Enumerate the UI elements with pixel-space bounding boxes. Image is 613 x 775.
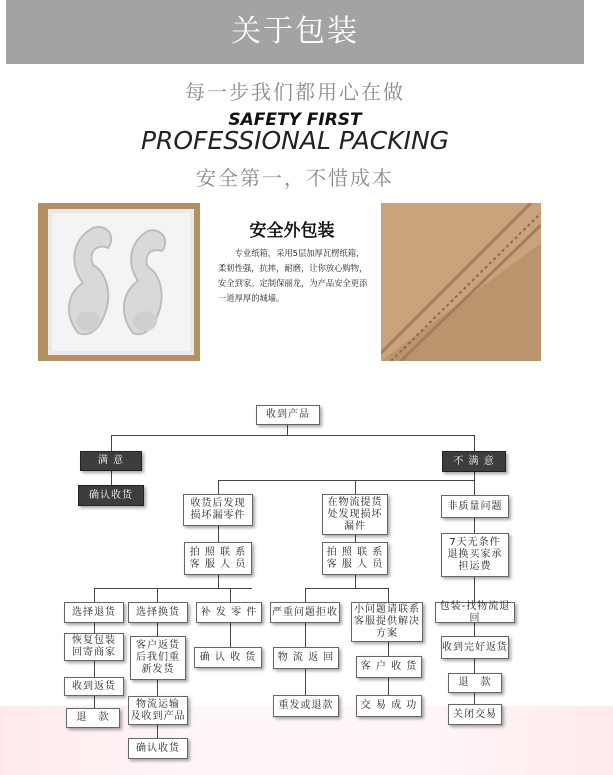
slogan-safety-cost: 安全第一，不惜成本 [196, 166, 394, 190]
node-choose-exchange: 选择换货 [128, 602, 188, 623]
node-satisfied: 满 意 [80, 451, 142, 471]
slogan-careful: 每一步我们都用心在做 [185, 80, 405, 104]
node-non-quality-issue: 非质量问题 [441, 495, 509, 518]
node-received-intact-return: 收到完好返货 [441, 636, 509, 659]
node-customer-return-reship: 客户返货 后我们重 新发货 [130, 636, 186, 680]
node-deal-success: 交 易 成 功 [356, 695, 422, 717]
packaging-description: 专业纸箱，采用5层加厚瓦楞纸箱，柔韧性强，抗摔，耐磨，让你放心购物，安全到家。定制保丽龙，为产品安全更添一道厚厚的城墙。 [218, 248, 368, 303]
title-banner [6, 0, 584, 64]
node-pack-logistics-return: 包装-找物流退回 [435, 602, 515, 623]
slogan-professional-packing: PROFESSIONAL PACKING [140, 126, 450, 155]
node-photo-contact-service-1: 拍 照 联 系 客 服 人 员 [184, 542, 252, 575]
node-confirm-receipt-3: 确认收货 [128, 738, 188, 759]
node-unsatisfied: 不 满 意 [442, 451, 506, 472]
node-received-return: 收到返货 [64, 677, 124, 696]
foam-packaging-photo [38, 203, 200, 361]
node-restore-pack-return: 恢复包装 回寄商家 [64, 633, 124, 661]
node-logistics-return: 物 流 返 回 [273, 647, 339, 669]
node-photo-contact-service-2: 拍 照 联 系 客 服 人 员 [322, 542, 388, 575]
slogan-safety-first: SAFETY FIRST [228, 110, 362, 130]
banner-title: 关于包装 [231, 14, 359, 49]
node-refund-2: 退 款 [448, 673, 502, 693]
node-serious-reject: 严重问题拒收 [270, 602, 340, 623]
node-choose-return: 选择退货 [64, 602, 124, 623]
node-confirm-receipt-2: 确 认 收 货 [194, 647, 262, 668]
node-confirm-receipt: 确认收货 [78, 485, 144, 506]
node-logistics-transport: 物流运输 及收到产品 [128, 696, 188, 725]
node-receive-product: 收到产品 [256, 405, 320, 425]
node-damage-at-pickup: 在物流提货 处发现损坏 漏件 [322, 494, 388, 535]
packaging-title: 安全外包装 [249, 221, 335, 241]
node-reissue-or-refund: 重发或退款 [273, 695, 339, 717]
node-damage-after-receipt: 收货后发现 损坏漏零件 [183, 494, 253, 526]
node-close-deal: 关闭交易 [448, 704, 502, 725]
node-minor-issue-contact: 小问题请联系 客服提供解决 方案 [351, 602, 423, 642]
node-seven-day-return: 7天无条件 退换买家承 担运费 [441, 533, 509, 577]
node-customer-receipt: 客 户 收 货 [356, 656, 422, 678]
node-refund-1: 退 款 [66, 708, 120, 728]
corrugated-cardboard-photo [381, 203, 541, 361]
node-reship-parts: 补 发 零 件 [196, 602, 262, 623]
